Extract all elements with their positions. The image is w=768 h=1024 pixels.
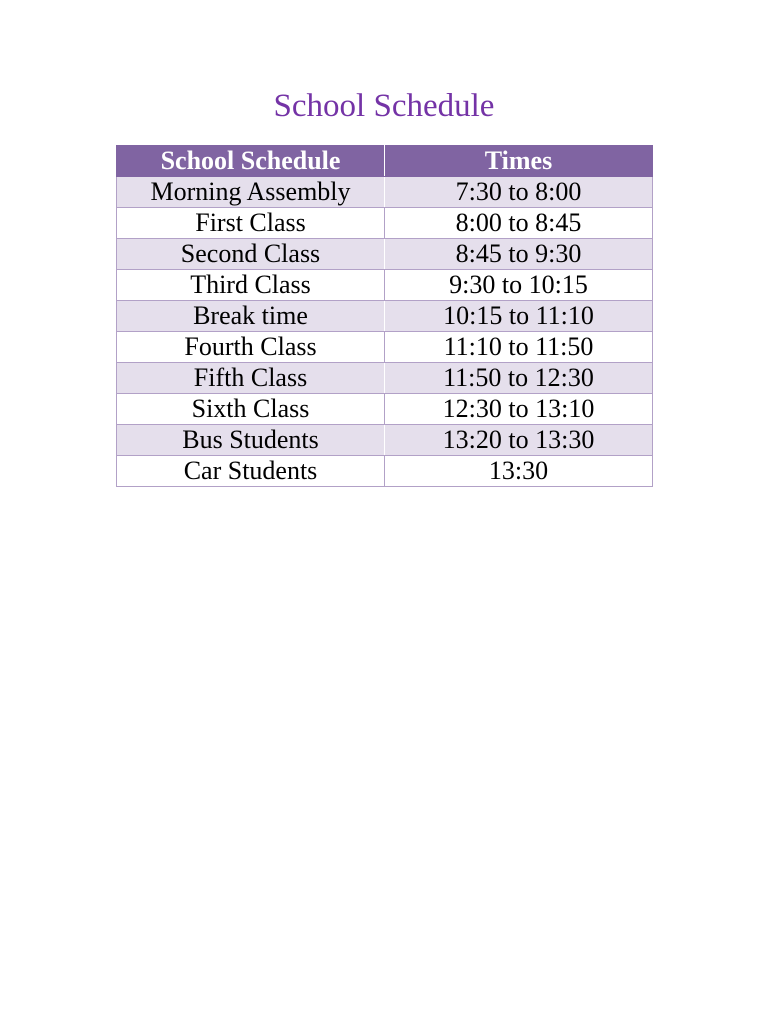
table-header-row	[117, 146, 653, 177]
activity-cell: Bus Students	[117, 425, 385, 456]
activity-cell: Fifth Class	[117, 363, 385, 394]
time-cell: 8:45 to 9:30	[385, 239, 653, 270]
table-row	[117, 270, 653, 301]
activity-cell: Fourth Class	[117, 332, 385, 363]
time-cell: 13:20 to 13:30	[385, 425, 653, 456]
time-cell: 13:30	[385, 456, 653, 487]
activity-cell: Car Students	[117, 456, 385, 487]
schedule-table	[116, 145, 653, 487]
column-header-activity: School Schedule	[117, 146, 385, 177]
table-row	[117, 456, 653, 487]
time-cell: 10:15 to 11:10	[385, 301, 653, 332]
activity-cell: Sixth Class	[117, 394, 385, 425]
table-row	[117, 239, 653, 270]
table-row	[117, 363, 653, 394]
table-row	[117, 301, 653, 332]
activity-cell: Morning Assembly	[117, 177, 385, 208]
table-row	[117, 425, 653, 456]
time-cell: 11:50 to 12:30	[385, 363, 653, 394]
time-cell: 9:30 to 10:15	[385, 270, 653, 301]
activity-cell: Second Class	[117, 239, 385, 270]
time-cell: 11:10 to 11:50	[385, 332, 653, 363]
page-title: School Schedule	[273, 88, 495, 124]
time-cell: 7:30 to 8:00	[385, 177, 653, 208]
table-row	[117, 394, 653, 425]
activity-cell: Break time	[117, 301, 385, 332]
table-row	[117, 208, 653, 239]
activity-cell: First Class	[117, 208, 385, 239]
time-cell: 12:30 to 13:10	[385, 394, 653, 425]
table-row	[117, 332, 653, 363]
time-cell: 8:00 to 8:45	[385, 208, 653, 239]
activity-cell: Third Class	[117, 270, 385, 301]
table-row	[117, 177, 653, 208]
column-header-times: Times	[385, 146, 653, 177]
